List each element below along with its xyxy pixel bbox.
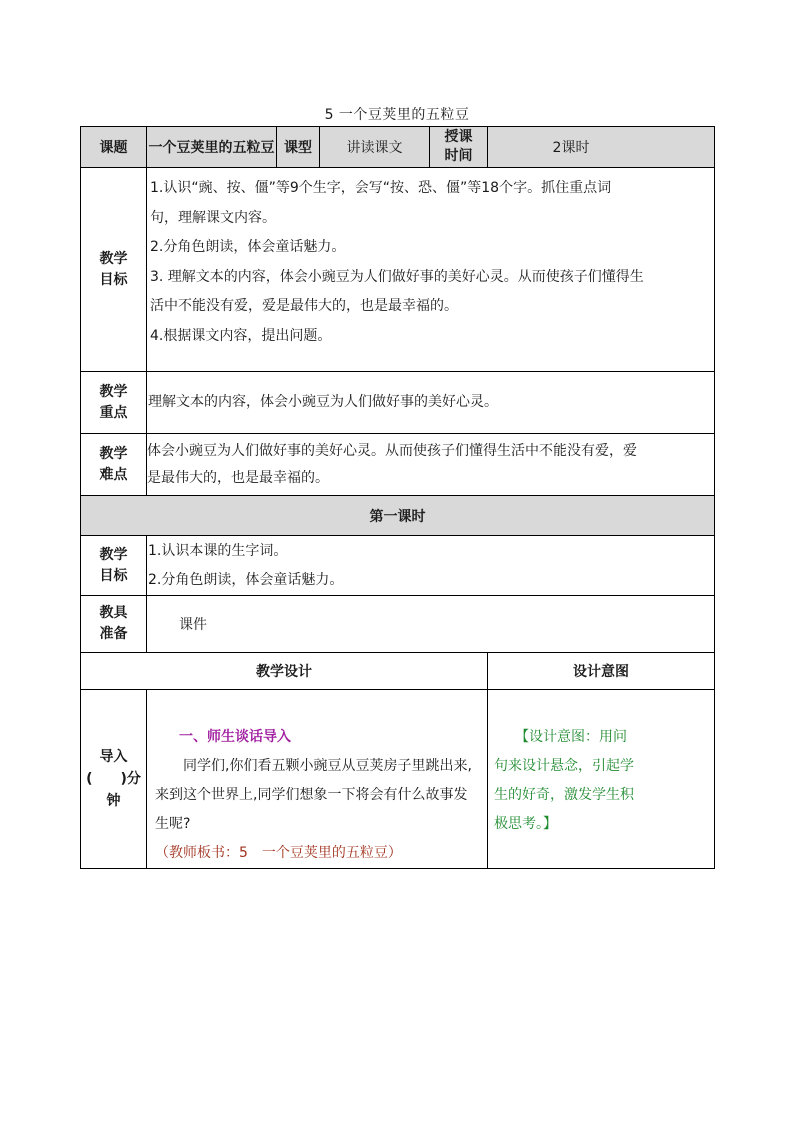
goals-label-line-1: 教学 (99, 250, 128, 267)
time-value: 2课时 (488, 127, 715, 168)
time-label-line-2: 时间 (444, 148, 473, 164)
intro-step-row (81, 690, 715, 869)
lesson-goals-label-line-2: 目标 (99, 567, 128, 584)
intro-label-line-2: ( )分 (86, 771, 141, 787)
design-purpose-content (488, 690, 715, 869)
design-column-header: 教学设计 (81, 653, 488, 690)
lesson-goal-line: 1.认识本课的生字词。 (148, 542, 288, 559)
lesson-goal-line: 2.分角色朗读，体会童话魅力。 (148, 571, 344, 588)
type-label: 课型 (277, 127, 320, 168)
lesson-goals-content (147, 536, 715, 596)
time-label (430, 127, 488, 168)
goal-line: 1.认识“豌、按、僵”等9个生字，会写“按、恐、僵”等18个字。抓住重点词 (150, 180, 612, 196)
goals-label-line-2: 目标 (99, 271, 128, 288)
difficulties-label (81, 434, 147, 496)
purpose-line: 生的好奇，激发学生积 (494, 787, 634, 803)
key-points-content: 理解文本的内容，体会小豌豆为人们做好事的美好心灵。 (147, 372, 715, 434)
purpose-line: 句来设计悬念，引起学 (494, 758, 634, 774)
intro-step-title: 一、师生谈话导入 (179, 729, 291, 745)
tools-label-line-1: 教具 (99, 605, 128, 621)
goal-line: 活中不能没有爱，爱是最伟大的，也是最幸福的。 (150, 298, 458, 314)
topic-value: 一个豆荚里的五粒豆 (147, 127, 277, 168)
time-label-line-1: 授课 (444, 129, 473, 145)
key-points-label-line-2: 重点 (99, 404, 128, 421)
document-title: 5 一个豆荚里的五粒豆 (324, 107, 470, 123)
purpose-column-header: 设计意图 (488, 653, 715, 690)
goals-content (147, 168, 715, 372)
intro-label-line-1: 导入 (99, 749, 128, 765)
first-lesson-title: 第一课时 (81, 496, 715, 536)
intro-step-text: 同学们,你们看五颗小豌豆从豆荚房子里跳出来,来到这个世界上,同学们想象一下将会有什么故事发生呢? (155, 758, 472, 832)
lesson-goals-label (81, 536, 147, 596)
topic-label: 课题 (81, 127, 147, 168)
key-points-label (81, 372, 147, 434)
header-row (81, 127, 715, 168)
purpose-line: 【设计意图：用问 (494, 729, 627, 745)
lesson-goals-row (81, 536, 715, 596)
intro-label-line-3: 钟 (106, 793, 121, 809)
difficulty-line: 是最伟大的，也是最幸福的。 (147, 469, 329, 486)
difficulties-label-line-2: 难点 (99, 466, 128, 483)
difficulties-label-line-1: 教学 (99, 445, 128, 462)
difficulty-line: 体会小豌豆为人们做好事的美好心灵。从而使孩子们懂得生活中不能没有爱，爱 (147, 442, 637, 459)
first-lesson-row (81, 496, 715, 536)
tools-label (81, 596, 147, 653)
type-value: 讲读课文 (320, 127, 430, 168)
goal-line: 3. 理解文本的内容，体会小豌豆为人们做好事的美好心灵。从而使孩子们懂得生 (150, 268, 644, 285)
key-points-row (81, 372, 715, 434)
difficulties-row (81, 434, 715, 496)
lesson-goals-label-line-1: 教学 (99, 546, 128, 563)
goals-row (81, 168, 715, 372)
tools-row (81, 596, 715, 653)
board-note: （教师板书：5 一个豆荚里的五粒豆） (155, 845, 402, 861)
purpose-line: 极思考。】 (494, 816, 557, 832)
intro-step-label (81, 690, 147, 869)
design-header-row (81, 653, 715, 690)
lesson-plan-table (80, 126, 715, 869)
goal-line: 句，理解课文内容。 (150, 209, 276, 226)
goals-label (81, 168, 147, 372)
goal-line: 4.根据课文内容，提出问题。 (150, 327, 332, 344)
intro-step-content (147, 690, 488, 869)
key-points-label-line-1: 教学 (99, 383, 128, 400)
tools-label-line-2: 准备 (99, 626, 128, 642)
goal-line: 2.分角色朗读，体会童话魅力。 (150, 239, 346, 255)
tools-content: 课件 (147, 596, 715, 653)
difficulties-content (147, 434, 715, 496)
